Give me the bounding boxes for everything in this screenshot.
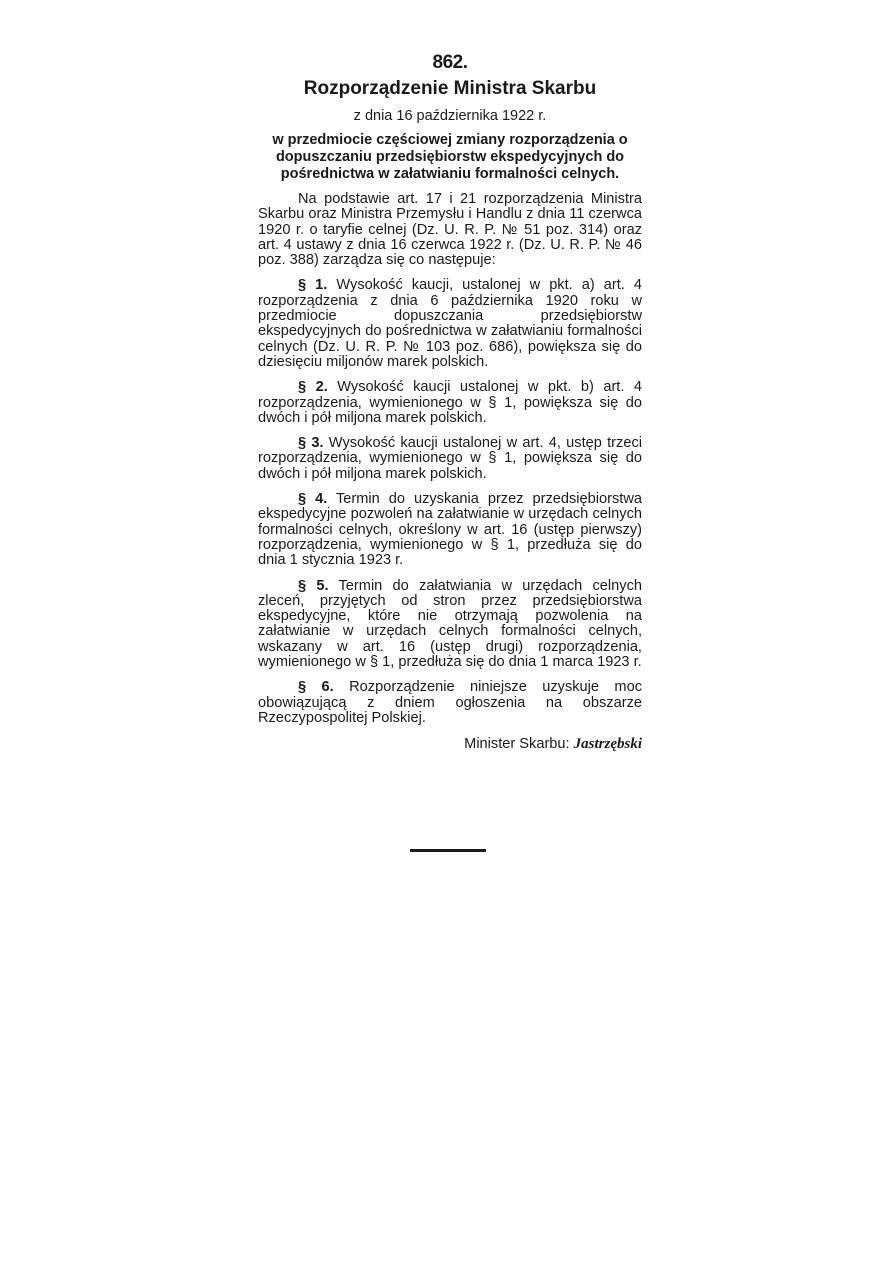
paragraph-text: Rozporządzenie niniejsze uzyskuje moc obowiązującą z dniem ogłoszenia na obszarze Rzeczypospolitej Polskiej. <box>258 679 642 726</box>
signature-prefix: Minister Skarbu: <box>464 736 570 753</box>
paragraph-label: § 3. <box>298 435 324 452</box>
paragraph-2 <box>258 380 642 426</box>
paragraph-label: § 4. <box>298 491 328 508</box>
paragraph-text: Wysokość kaucji, ustalonej w pkt. a) art. 4 rozporządzenia z dnia 6 października 1920 roku w przedmiocie dopuszczania przedsiębiorstw ekspedycyjnych do pośrednictwa w załatwianiu formalności celnych (Dz. U. R. P. № 103 poz. 686), powiększa się do dziesięciu miljonów marek polskich. <box>258 277 642 370</box>
paragraph-1 <box>258 278 642 370</box>
preamble: Na podstawie art. 17 i 21 rozporządzenia Ministra Skarbu oraz Ministra Przemysłu i Handlu z dnia 11 czerwca 1920 r. o taryfie celnej (Dz. U. R. P. № 51 poz. 314) oraz art. 4 ustawy z dnia 16 czerwca 1922 r. (Dz. U. R. P. № 46 poz. 388) zarządza się co następuje: <box>258 191 642 269</box>
paragraph-text: Termin do uzyskania przez przedsiębiorstwa ekspedycyjne pozwoleń na załatwianie w urzędach celnych formalności celnych, określony w art. 16 (ustęp pierwszy) rozporządzenia, wymienionego w § 1, przedłuża się do dnia 1 stycznia 1923 r. <box>258 491 642 569</box>
document-title: Rozporządzenie Ministra Skarbu <box>303 78 597 99</box>
closing-rule <box>410 849 486 852</box>
paragraph-label: § 5. <box>298 577 329 594</box>
paragraph-text: Wysokość kaucji ustalonej w pkt. b) art. 4 rozporządzenia, wymienionego w § 1, powiększa się do dwóch i pół miljona marek polskich. <box>258 379 643 426</box>
paragraph-4 <box>258 492 642 568</box>
signature <box>258 736 642 753</box>
document-column <box>258 52 642 753</box>
signature-name: Jastrzębski <box>573 736 642 753</box>
subject-heading: w przedmiocie częściowej zmiany rozporządzenia o dopuszczaniu przedsiębiorstw ekspedycyjnych do pośrednictwa w załatwianiu formalności celnych. <box>272 132 628 182</box>
paragraph-label: § 2. <box>298 379 328 396</box>
date-line: z dnia 16 października 1922 r. <box>353 108 547 124</box>
paragraph-5 <box>258 579 642 671</box>
paragraph-3 <box>258 436 642 482</box>
paragraph-text: Wysokość kaucji ustalonej w art. 4, ustęp trzeci rozporządzenia, wymienionego w § 1, powiększa się do dwóch i pół miljona marek polskich. <box>258 435 642 482</box>
paragraph-label: § 6. <box>298 679 334 696</box>
paragraph-6 <box>258 680 642 726</box>
page-number: 862. <box>432 52 468 73</box>
paragraph-text: Termin do załatwiania w urzędach celnych zleceń, przyjętych od stron przez przedsiębiorstwa ekspedycyjne, które nie otrzymają pozwolenia na załatwianie w urzędach celnych formalności celnych, wskazany w art. 16 (ustęp drugi) rozporządzenia, wymienionego w § 1, przedłuża się do dnia 1 marca 1923 r. <box>258 577 642 671</box>
paragraph-label: § 1. <box>298 277 328 294</box>
